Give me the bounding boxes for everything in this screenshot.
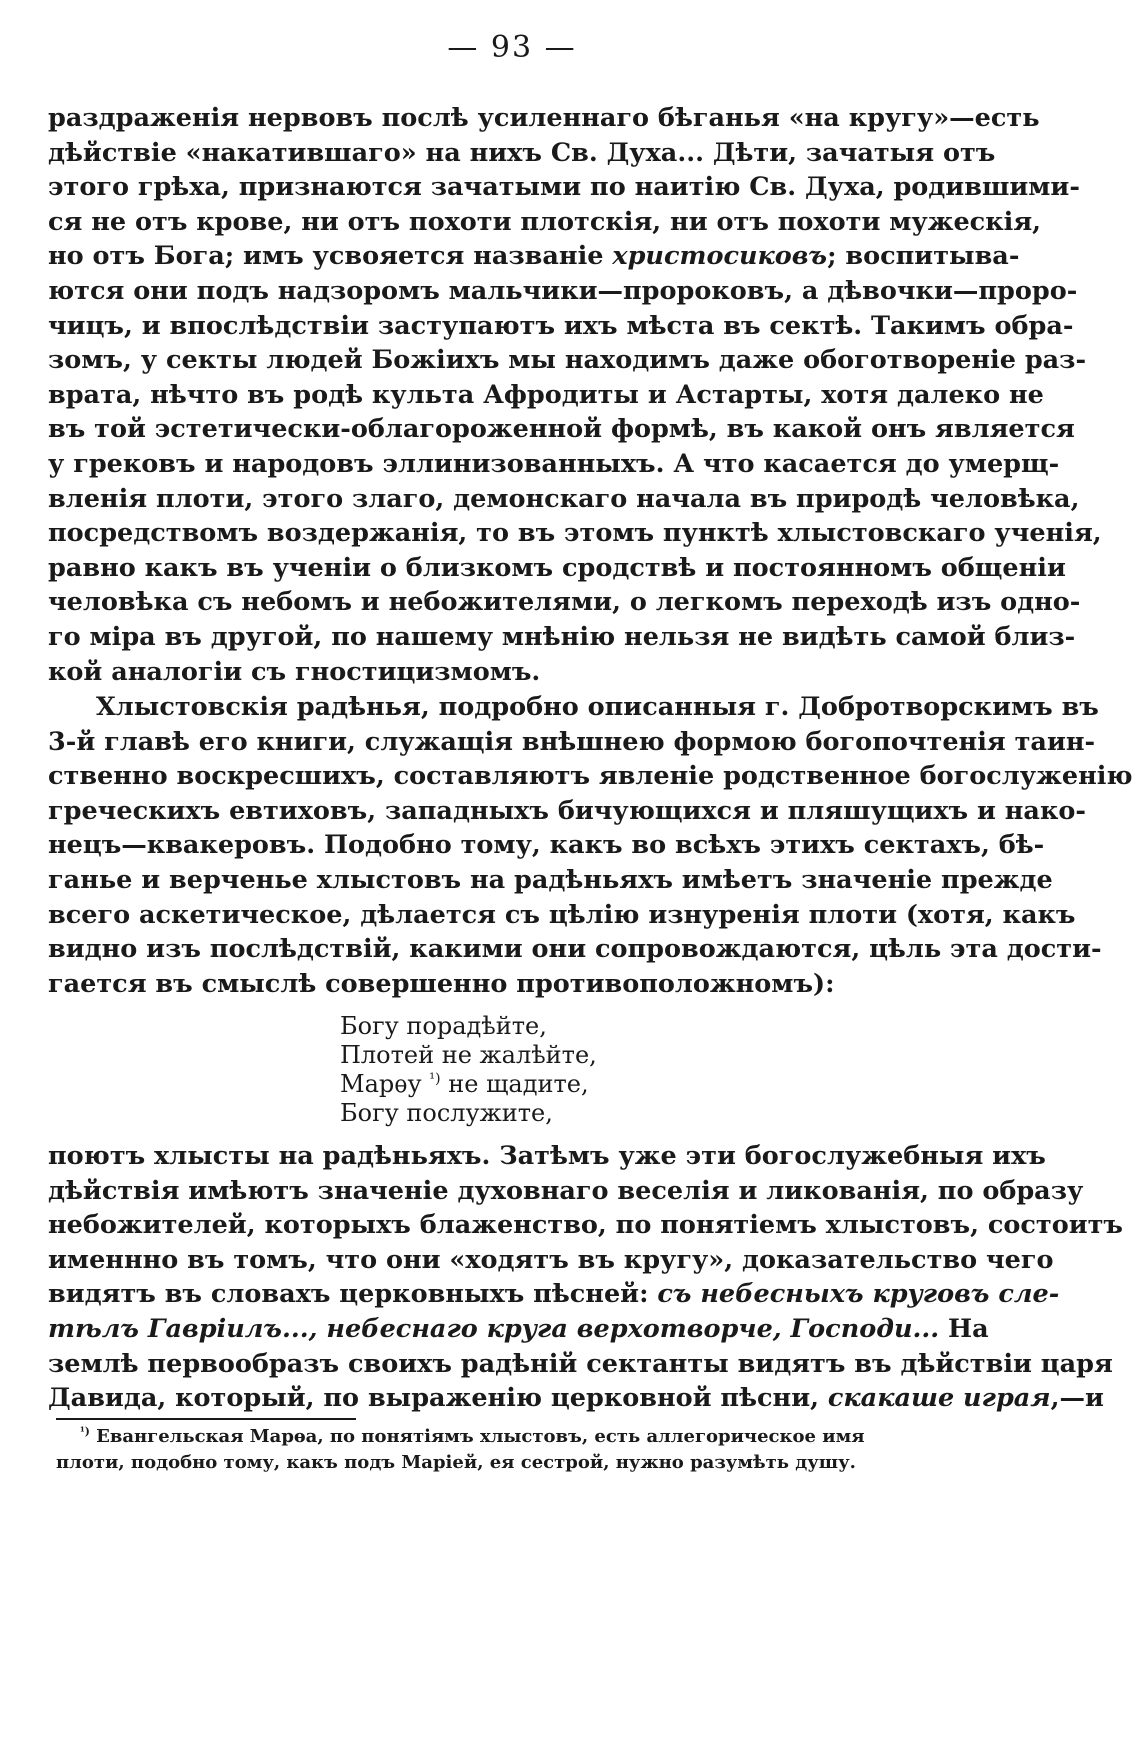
italic-quote: тѣлъ Гавріилъ..., небеснаго круга верхотворче, Господи... [48, 1313, 940, 1344]
footnote-reference: ¹) [429, 1071, 441, 1087]
text-line: небожителей, которыхъ блаженство, по понятіемъ хлыстовъ, состоитъ [48, 1210, 1123, 1241]
text-line: го міра въ другой, по нашему мнѣнію нельзя не видѣть самой близ- [48, 621, 1076, 652]
text-line: дѣйствіе «накатившаго» на нихъ Св. Духа... Дѣти, зачатыя отъ [48, 137, 996, 168]
text-line: 3-й главѣ его книги, служащія внѣшнею формою богопочтенія таин- [48, 726, 1096, 757]
paragraph-2 [48, 690, 1133, 1001]
text-line: ственно воскресшихъ, составляютъ явленіе родственное богослуженію [48, 761, 1133, 792]
text-line: нецъ—квакеровъ. Подобно тому, какъ во всѣхъ этихъ сектахъ, бѣ- [48, 830, 1045, 861]
text-line: греческихъ евтиховъ, западныхъ бичующихся и пляшущихъ и нако- [48, 795, 1086, 826]
text-line: видно изъ послѣдствій, какими они сопровождаются, цѣль эта дости- [48, 934, 1102, 965]
footnote-mark: ¹) [80, 1425, 90, 1438]
paragraph-1 [48, 101, 1102, 689]
text-line-last: гается въ смыслѣ совершенно противоположномъ): [48, 968, 835, 999]
verse-fragment: Марѳу [340, 1070, 430, 1098]
text-line: у грековъ и народовъ эллинизованныхъ. А что касается до умерщ- [48, 448, 1060, 479]
text-line: поютъ хлысты на радѣньяхъ. Затѣмъ уже эти богослужебныя ихъ [48, 1141, 1046, 1171]
verse-line [340, 1070, 597, 1099]
text-line: землѣ первообразъ своихъ радѣній сектанты видятъ въ дѣйствіи царя [48, 1348, 1113, 1379]
verse-line: Богу порадѣйте, [340, 1012, 547, 1040]
text-fragment: ,—и [1050, 1383, 1104, 1414]
text-line: ганье и верченье хлыстовъ на радѣньяхъ имѣетъ значеніе прежде [48, 864, 1053, 895]
text-line: посредствомъ воздержанія, то въ этомъ пунктѣ хлыстовскаго ученія, [48, 518, 1102, 549]
text-line: вленія плоти, этого злаго, демонскаго начала въ природѣ человѣка, [48, 483, 1080, 514]
footnote-text: Евангельская Марѳа, по понятіямъ хлыстовъ, есть аллегорическое имя [89, 1426, 865, 1447]
text-line: человѣка съ небомъ и небожителями, о легкомъ переходѣ изъ одно- [48, 587, 1081, 618]
italic-quote: скакаше играя [827, 1383, 1051, 1414]
text-line-indented: Хлыстовскія радѣнья, подробно описанныя г. Добротворскимъ въ [96, 692, 1099, 722]
text-line: раздраженія нервовъ послѣ усиленнаго бѣганья «на кругу»—есть [48, 103, 1040, 133]
text-line: дѣйствія имѣютъ значеніе духовнаго веселія и ликованія, по образу [48, 1175, 1084, 1206]
paragraph-3 [48, 1139, 1123, 1416]
verse-block [340, 1012, 597, 1128]
page-number: — 93 — [447, 30, 577, 65]
text-line [48, 1381, 1104, 1416]
text-line [48, 1277, 1060, 1312]
text-line: врата, нѣчто въ родѣ культа Афродиты и Астарты, хотя далеко не [48, 379, 1044, 410]
text-line: ются они подъ надзоромъ мальчики—пророковъ, а дѣвочки—проро- [48, 275, 1078, 306]
text-line: зомъ, у секты людей Божіихъ мы находимъ даже обоготвореніе раз- [48, 345, 1087, 376]
verse-fragment: не щадите, [440, 1070, 589, 1098]
text-line: всего аскетическое, дѣлается съ цѣлію изнуренія плоти (хотя, какъ [48, 899, 1076, 930]
footnote-line: плоти, подобно тому, какъ подъ Маріей, ея сестрой, нужно разумѣть душу. [56, 1452, 856, 1473]
text-line [48, 239, 1020, 274]
footnote-line [56, 1424, 886, 1450]
italic-quote: съ небесныхъ круговъ сле- [657, 1279, 1060, 1310]
text-fragment: но отъ Бога; имъ усвояется названіе [48, 241, 613, 272]
text-line: именнно въ томъ, что они «ходятъ въ кругу», доказательство чего [48, 1244, 1054, 1275]
text-fragment: Давида, который, по выраженію церковной пѣсни, [48, 1383, 828, 1414]
verse-line: Плотей не жалѣйте, [340, 1041, 597, 1069]
text-line: чицъ, и впослѣдствіи заступаютъ ихъ мѣста въ сектѣ. Такимъ обра- [48, 310, 1074, 341]
text-fragment: На [939, 1313, 989, 1344]
text-line: ся не отъ крове, ни отъ похоти плотскія, ни отъ похоти мужескія, [48, 206, 1042, 237]
verse-line: Богу послужите, [340, 1099, 553, 1127]
footnote-divider [56, 1418, 356, 1420]
text-fragment: видятъ въ словахъ церковныхъ пѣсней: [48, 1279, 658, 1310]
text-line [48, 1312, 989, 1347]
text-line: равно какъ въ ученіи о близкомъ сродствѣ и постоянномъ общеніи [48, 552, 1066, 583]
text-line: въ той эстетически-облагороженной формѣ, въ какой онъ является [48, 414, 1075, 445]
italic-term: христосиковъ [612, 241, 828, 272]
text-line: этого грѣха, признаются зачатыми по наитію Св. Духа, родившими- [48, 172, 1080, 203]
footnote [56, 1424, 886, 1476]
text-fragment: ; воспитыва- [827, 241, 1020, 272]
text-line-last: кой аналогіи съ гностицизмомъ. [48, 656, 541, 687]
